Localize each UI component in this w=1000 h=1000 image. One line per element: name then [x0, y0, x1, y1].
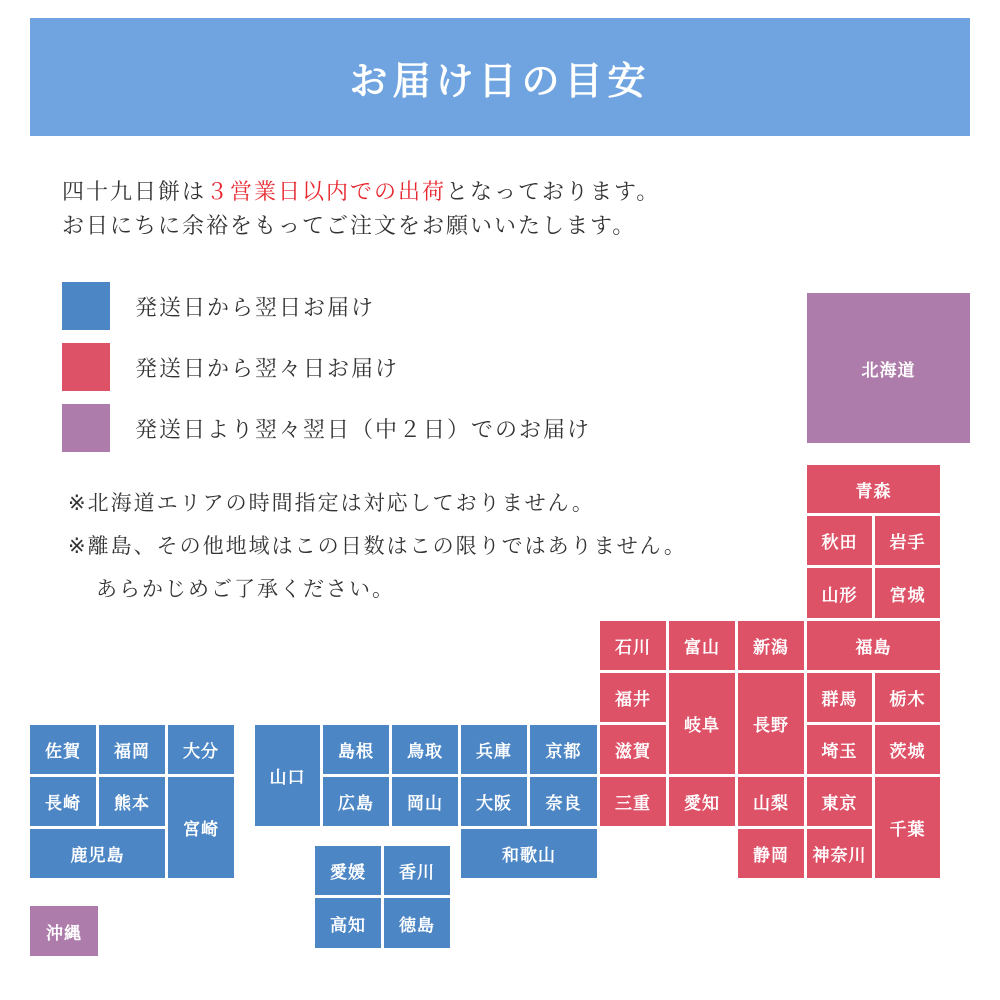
pref-gifu: 岐阜: [669, 673, 738, 777]
pref-fukui: 福井: [600, 673, 669, 725]
pref-ehime: 愛媛: [315, 846, 384, 898]
pref-shimane: 島根: [323, 725, 392, 777]
pref-nara: 奈良: [530, 777, 600, 829]
pref-oita: 大分: [168, 725, 237, 777]
pref-mie: 三重: [600, 777, 669, 829]
pref-kanagawa: 神奈川: [807, 829, 875, 881]
pref-yamagata: 山形: [807, 568, 875, 621]
pref-aomori: 青森: [807, 465, 943, 516]
pref-kyoto: 京都: [530, 725, 600, 777]
intro-text: [62, 176, 660, 244]
legend-item-next-day: [62, 282, 375, 330]
pref-osaka: 大阪: [461, 777, 530, 829]
legend-label: 発送日より翌々翌日（中２日）でのお届け: [135, 417, 592, 443]
page-header: [30, 18, 970, 136]
pref-fukushima: 福島: [807, 621, 943, 673]
intro-line-1: [62, 176, 660, 210]
pref-kagawa: 香川: [384, 846, 453, 898]
pref-ishikawa: 石川: [600, 621, 669, 673]
note-islands: ※離島、その他地域はこの日数はこの限りではありません。: [68, 534, 687, 558]
intro-line-1-start: 四十九日餅は: [62, 180, 207, 205]
pref-ibaraki: 茨城: [875, 725, 943, 777]
pref-nagano: 長野: [738, 673, 807, 777]
intro-line-1-end: となっております。: [446, 180, 661, 205]
legend-swatch-blue: [62, 282, 110, 330]
pref-kagoshima: 鹿児島: [30, 829, 168, 881]
pref-tottori: 鳥取: [392, 725, 461, 777]
intro-line-2: お日にちに余裕をもってご注文をお願いいたします。: [62, 214, 637, 239]
shipping-period-highlight: ３営業日以内での出荷: [206, 180, 447, 205]
pref-akita: 秋田: [807, 516, 875, 568]
pref-saga: 佐賀: [30, 725, 99, 777]
pref-niigata: 新潟: [738, 621, 807, 673]
legend-label: 発送日から翌日お届け: [135, 295, 376, 321]
pref-hiroshima: 広島: [323, 777, 392, 829]
pref-gunma: 群馬: [807, 673, 875, 725]
pref-hyogo: 兵庫: [461, 725, 530, 777]
pref-toyama: 富山: [669, 621, 738, 673]
legend-item-two-day: [62, 343, 399, 391]
pref-saitama: 埼玉: [807, 725, 875, 777]
page-title: お届け日の目安: [349, 58, 651, 103]
pref-aichi: 愛知: [669, 777, 738, 829]
pref-tokyo: 東京: [807, 777, 875, 829]
pref-miyagi: 宮城: [875, 568, 943, 621]
pref-shizuoka: 静岡: [738, 829, 807, 881]
notes: [68, 482, 687, 611]
pref-iwate: 岩手: [875, 516, 943, 568]
legend-swatch-purple: [62, 404, 110, 452]
legend-swatch-red: [62, 343, 110, 391]
pref-kumamoto: 熊本: [99, 777, 168, 829]
legend-label: 発送日から翌々日お届け: [135, 356, 400, 382]
pref-miyazaki: 宮崎: [168, 777, 237, 881]
pref-okayama: 岡山: [392, 777, 461, 829]
pref-nagasaki: 長崎: [30, 777, 99, 829]
legend-item-three-day: [62, 404, 591, 452]
pref-okinawa: 沖縄: [30, 906, 98, 956]
pref-wakayama: 和歌山: [461, 829, 600, 881]
pref-chiba: 千葉: [875, 777, 943, 881]
pref-kochi: 高知: [315, 898, 384, 951]
pref-hokkaido: 北海道: [807, 293, 970, 443]
note-hokkaido: ※北海道エリアの時間指定は対応しておりません。: [68, 491, 595, 515]
pref-shiga: 滋賀: [600, 725, 669, 777]
pref-yamanashi: 山梨: [738, 777, 807, 829]
pref-tokushima: 徳島: [384, 898, 453, 951]
pref-tochigi: 栃木: [875, 673, 943, 725]
note-apology: あらかじめご了承ください。: [96, 577, 395, 601]
pref-yamaguchi: 山口: [255, 725, 323, 829]
pref-fukuoka: 福岡: [99, 725, 168, 777]
